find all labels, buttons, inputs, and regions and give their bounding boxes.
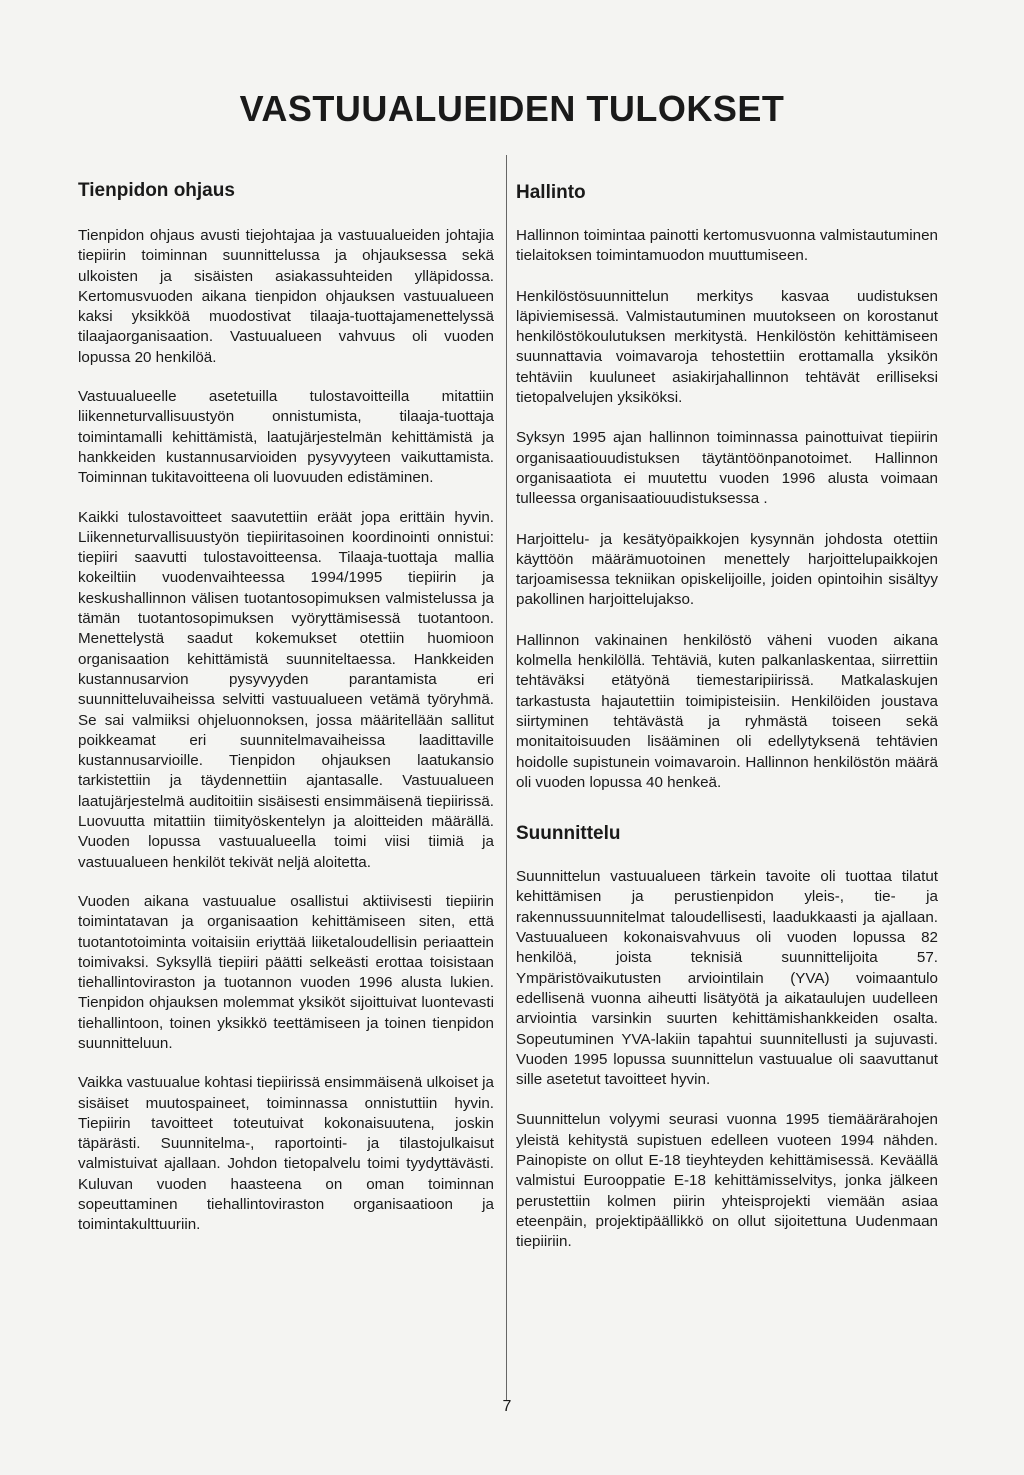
page-title: VASTUUALUEIDEN TULOKSET — [239, 88, 785, 129]
paragraph: Vaikka vastuualue kohtasi tiepiirissä ensimmäisenä ulkoiset ja sisäiset muutospaineet, toiminnassa onnistuttiin hyvin. Tiepiirin tavoitteet toteutuivat kokonaisuutena, joskin täpärästi. Suunnitelma-, raportointi- ja tilastojulkaisut valmistuivat ajallaan. Johdon tietopalvelu toimi tyydyttävästi. Kuluvan vuoden haasteena on oman toiminnan sopeuttaminen tiehallintoviraston organisaatioon ja toimintakulttuuriin. — [78, 1074, 494, 1234]
page-number: 7 — [502, 1398, 512, 1415]
section-heading-suunnittelu: Suunnittelu — [516, 823, 621, 845]
section-heading-tienpidon-ohjaus: Tienpidon ohjaus — [78, 180, 235, 201]
column-divider — [506, 155, 507, 1400]
paragraph: Suunnittelun volyymi seurasi vuonna 1995 tiemäärärahojen yleistä kehitystä supistuen edelleen vuoteen 1994 nähden. Painopiste on ollut E-18 tieyhteyden kehittämisessä. Keväällä valmistui Eurooppatie E-18 kehittämisselvitys, jonka jälkeen perustettiin kolmen piirin yhteisprojekti viemään asiaa eteenpäin, projektipäällikkö on ollut sijoitettuna Uudenmaan tiepiiriin. — [516, 1111, 938, 1251]
paragraph: Harjoittelu- ja kesätyöpaikkojen kysynnän johdosta otettiin käyttöön määrämuotoinen menettely harjoittelupaikkojen tarjoamisessa tekniikan opiskelijoille, joiden opintoihin sisältyy pakollinen harjoittelujakso. — [516, 530, 938, 609]
paragraph: Henkilöstösuunnittelun merkitys kasvaa uudistuksen läpiviemisessä. Valmistautuminen muutokseen on korostanut henkilöstökoulutuksen merkitystä. Henkilöstön kehittämiseen suunnattavia voimavaroja tehostettiin erottamalla yksikön tehtäviin kuuluneet asiakirjahallinnon tehtävät erilliseksi tietopalvelujen yksiköksi. — [516, 287, 938, 407]
left-column — [78, 178, 494, 1255]
right-column — [516, 180, 938, 1272]
paragraph: Hallinnon vakinainen henkilöstö väheni vuoden aikana kolmella henkilöllä. Tehtäviä, kuten palkanlaskentaa, siirrettiin tehtäväksi etätyönä tiemestaripiirissä. Matkalaskujen tarkastusta hajautettiin toimipisteisiin. Henkilöiden joustava siirtyminen tehtävästä ja ryhmästä toiseen sekä monitaitoisuuden lisääminen oli edellytyksenä tehtävien hoidolle supistunein voimavaroin. Hallinnon henkilöstön määrä oli vuoden lopussa 40 henkeä. — [516, 631, 938, 791]
paragraph: Suunnittelun vastuualueen tärkein tavoite oli tuottaa tilatut kehittämisen ja perustienpidon yleis-, tie- ja rakennussuunnitelmat taloudellisesti, laadukkaasti ja ajallaan. Vastuualueen kokonaisvahvuus oli vuoden lopussa 82 henkilöä, joista teknisiä suunnittelijoita 57. Ympäristövaikutusten arviointilain (YVA) voimaantulo edellisenä vuonna aiheutti lisätyötä ja aikataulujen uudelleen arviointia varsinkin suurten kehittämishankkeiden osalta. Sopeutuminen YVA-lakiin tapahtui suunnitellusti ja sujuvasti. Vuoden 1995 lopussa suunnittelun vastuualue oli saavuttanut sille asetetut tavoitteet hyvin. — [516, 868, 938, 1089]
paragraph: Vastuualueelle asetetuilla tulostavoitteilla mitattiin liikenneturvallisuustyön onnistumista, tilaaja-tuottaja toimintamalli kehittämistä, laatujärjestelmän kehittämistä ja hankkeiden kustannusarvioiden pysyvyyteen vaikuttamista. Toiminnan tukitavoitteena oli luovuuden edistäminen. — [78, 388, 494, 487]
paragraph: Vuoden aikana vastuualue osallistui aktiivisesti tiepiirin toimintatavan ja organisaation kehittämiseen siten, että tuotantotoiminta voitaisiin eriyttää liiketaloudellisin periaattein toimivaksi. Syksyllä tiepiiri päätti selkeästi erottaa toisistaan tiehallintoviraston ja tuotannon vuoden 1996 alusta lukien. Tienpidon ohjauksen molemmat yksiköt sijoittuivat luontevasti tiehallintoon, toinen yksikkö teettämiseen ja toinen tienpidon suunnitteluun. — [78, 892, 494, 1052]
paragraph: Hallinnon toimintaa painotti kertomusvuonna valmistautuminen tielaitoksen toimintamuodon muuttumiseen. — [516, 227, 938, 265]
paragraph: Syksyn 1995 ajan hallinnon toiminnassa painottuivat tiepiirin organisaatiouudistuksen täytäntöönpanotoimet. Hallinnon organisaatiota ei muutettu vuoden 1996 alusta voimaan tulleessa organisaatiouudistuksessa . — [516, 429, 938, 508]
paragraph: Tienpidon ohjaus avusti tiejohtajaa ja vastuualueiden johtajia tiepiirin toiminnan suunnittelussa ja ohjauksessa sekä ulkoisten ja sisäisten asiakassuhteiden ylläpidossa. Kertomusvuoden aikana tienpidon ohjauksen vastuualueen kaksi yksikköä muodostivat tilaaja-tuottajamenettelyssä tilaajaorganisaation. Vastuualueen vahvuus oli vuoden lopussa 20 henkilöä. — [78, 227, 494, 366]
section-heading-hallinto: Hallinto — [516, 182, 586, 203]
paragraph: Kaikki tulostavoitteet saavutettiin eräät jopa erittäin hyvin. Liikenneturvallisuustyön tiepiiritasoinen koordinointi onnistui: tiepiiri saavutti tulostavoitteensa. Tilaaja-tuottaja mallia kokeiltiin vuodenvaihteessa 1994/1995 tiepiirin ja keskushallinnon välisen tuotantosopimuksen valmistelussa ja tämän tuotantosopimuksen vyöryttämisessä tuotantoon. Menettelystä saadut kokemukset otettiin huomioon organisaation kehittämistä suunniteltaessa. Hankkeiden kustannusarvion pysyvyyden parantamista eri suunnitteluvaiheissa selvitti vastuualueen vetämä työryhmä. Se sai valmiiksi ohjeluonnoksen, jossa määritellään sallitut poikkeamat eri suunnitelmavaiheissa laadittaville kustannusarvioille. Tienpidon ohjauksen laatukansio tarkistettiin ja täydennettiin ajantasalle. Vastuualueen laatujärjestelmä auditoitiin sisäisesti ensimmäisenä tiepiirissä. Luovuutta mitattiin tiimityöskentelyn ja aloitteiden määrällä. Vuoden lopussa vastuualueella toimi viisi tiimiä ja vastuualueen henkilöt tekivät neljä aloitetta. — [78, 508, 494, 871]
